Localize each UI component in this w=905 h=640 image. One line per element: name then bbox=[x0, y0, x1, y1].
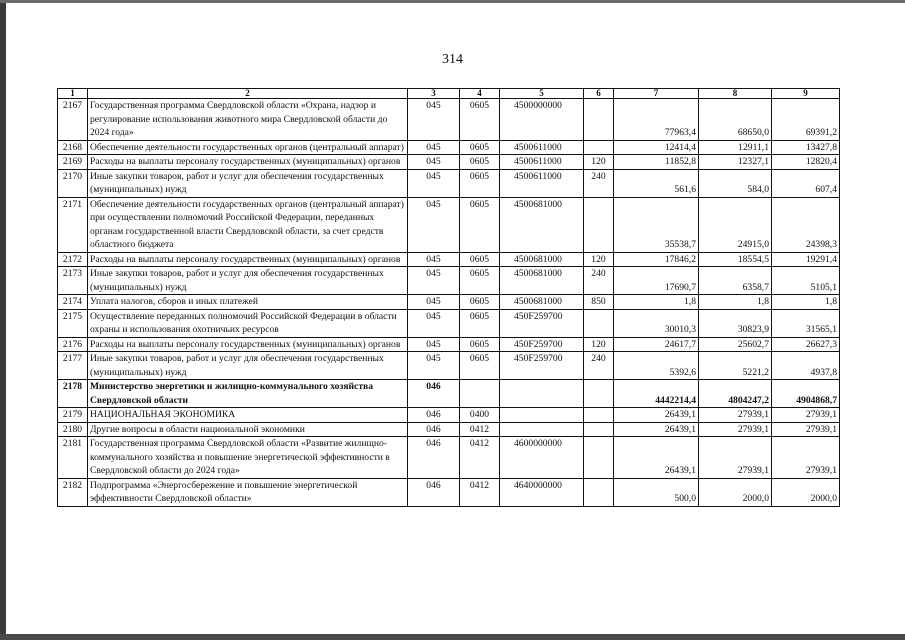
section-code: 0605 bbox=[460, 252, 500, 267]
amount-col-7: 561,6 bbox=[614, 169, 699, 197]
expense-type-code bbox=[584, 478, 614, 506]
section-code: 0605 bbox=[460, 267, 500, 295]
row-number: 2179 bbox=[58, 408, 88, 423]
amount-col-9: 12820,4 bbox=[772, 155, 840, 170]
ministry-code: 045 bbox=[408, 352, 460, 380]
section-code: 0605 bbox=[460, 337, 500, 352]
amount-col-7: 77963,4 bbox=[614, 99, 699, 141]
expense-type-code bbox=[584, 99, 614, 141]
table-row bbox=[58, 140, 840, 155]
amount-col-7: 24617,7 bbox=[614, 337, 699, 352]
ministry-code: 046 bbox=[408, 437, 460, 479]
ministry-code: 046 bbox=[408, 380, 460, 408]
amount-col-7: 500,0 bbox=[614, 478, 699, 506]
row-name: Обеспечение деятельности государственных органов (центральный аппарат) при осуществлении полномочий Российской Федерации, переданных органам государственной власти Свердловской области, за счет средств областного бюджета bbox=[88, 197, 408, 252]
ministry-code: 045 bbox=[408, 252, 460, 267]
amount-col-9: 4937,8 bbox=[772, 352, 840, 380]
target-article-code: 4500611000 bbox=[500, 155, 584, 170]
amount-col-7: 17690,7 bbox=[614, 267, 699, 295]
expense-type-code bbox=[584, 422, 614, 437]
amount-col-8: 12327,1 bbox=[699, 155, 772, 170]
amount-col-9: 69391,2 bbox=[772, 99, 840, 141]
row-name: Министерство энергетики и жилищно-коммунального хозяйства Свердловской области bbox=[88, 380, 408, 408]
amount-col-9: 2000,0 bbox=[772, 478, 840, 506]
section-code: 0412 bbox=[460, 422, 500, 437]
amount-col-7: 26439,1 bbox=[614, 408, 699, 423]
row-number: 2181 bbox=[58, 437, 88, 479]
ministry-code: 046 bbox=[408, 478, 460, 506]
target-article-code: 4500681000 bbox=[500, 197, 584, 252]
expense-type-code: 120 bbox=[584, 252, 614, 267]
amount-col-9: 5105,1 bbox=[772, 267, 840, 295]
amount-col-9: 27939,1 bbox=[772, 437, 840, 479]
row-number: 2167 bbox=[58, 99, 88, 141]
amount-col-7: 35538,7 bbox=[614, 197, 699, 252]
header-cell: 7 bbox=[614, 89, 699, 99]
ministry-code: 045 bbox=[408, 99, 460, 141]
target-article-code: 4500000000 bbox=[500, 99, 584, 141]
table-row bbox=[58, 295, 840, 310]
table-row bbox=[58, 437, 840, 479]
expense-type-code bbox=[584, 437, 614, 479]
amount-col-9: 24398,3 bbox=[772, 197, 840, 252]
table-row bbox=[58, 267, 840, 295]
section-code: 0400 bbox=[460, 408, 500, 423]
amount-col-8: 12911,1 bbox=[699, 140, 772, 155]
header-cell: 6 bbox=[584, 89, 614, 99]
ministry-code: 045 bbox=[408, 197, 460, 252]
amount-col-9: 4904868,7 bbox=[772, 380, 840, 408]
section-code: 0605 bbox=[460, 352, 500, 380]
amount-col-7: 12414,4 bbox=[614, 140, 699, 155]
row-name: Осуществление переданных полномочий Российской Федерации в области охраны и использования охотничьих ресурсов bbox=[88, 309, 408, 337]
amount-col-9: 1,8 bbox=[772, 295, 840, 310]
amount-col-7: 26439,1 bbox=[614, 437, 699, 479]
amount-col-9: 19291,4 bbox=[772, 252, 840, 267]
amount-col-7: 30010,3 bbox=[614, 309, 699, 337]
amount-col-9: 27939,1 bbox=[772, 422, 840, 437]
section-code: 0605 bbox=[460, 197, 500, 252]
target-article-code: 450F259700 bbox=[500, 352, 584, 380]
row-number: 2172 bbox=[58, 252, 88, 267]
amount-col-7: 17846,2 bbox=[614, 252, 699, 267]
header-cell: 1 bbox=[58, 89, 88, 99]
row-name: Подпрограмма «Энергосбережение и повышение энергетической эффективности Свердловской области» bbox=[88, 478, 408, 506]
expense-type-code bbox=[584, 197, 614, 252]
target-article-code: 4500681000 bbox=[500, 267, 584, 295]
target-article-code: 4500611000 bbox=[500, 140, 584, 155]
section-code: 0412 bbox=[460, 478, 500, 506]
row-name: Расходы на выплаты персоналу государственных (муниципальных) органов bbox=[88, 252, 408, 267]
expense-type-code: 120 bbox=[584, 155, 614, 170]
row-number: 2174 bbox=[58, 295, 88, 310]
row-number: 2176 bbox=[58, 337, 88, 352]
header-cell: 2 bbox=[88, 89, 408, 99]
target-article-code: 450F259700 bbox=[500, 309, 584, 337]
amount-col-9: 13427,8 bbox=[772, 140, 840, 155]
amount-col-7: 5392,6 bbox=[614, 352, 699, 380]
section-code: 0412 bbox=[460, 437, 500, 479]
table-row bbox=[58, 422, 840, 437]
target-article-code: 4500611000 bbox=[500, 169, 584, 197]
ministry-code: 046 bbox=[408, 408, 460, 423]
target-article-code: 4640000000 bbox=[500, 478, 584, 506]
table-row bbox=[58, 252, 840, 267]
amount-col-8: 27939,1 bbox=[699, 437, 772, 479]
ministry-code: 045 bbox=[408, 267, 460, 295]
target-article-code: 4500681000 bbox=[500, 295, 584, 310]
row-name: Расходы на выплаты персоналу государственных (муниципальных) органов bbox=[88, 337, 408, 352]
amount-col-7: 1,8 bbox=[614, 295, 699, 310]
expense-type-code bbox=[584, 140, 614, 155]
amount-col-9: 26627,3 bbox=[772, 337, 840, 352]
section-code: 0605 bbox=[460, 155, 500, 170]
budget-table bbox=[57, 88, 840, 507]
expense-type-code: 120 bbox=[584, 337, 614, 352]
row-name: Государственная программа Свердловской области «Охрана, надзор и регулирование использования животного мира Свердловской области до 2024 года» bbox=[88, 99, 408, 141]
header-cell: 8 bbox=[699, 89, 772, 99]
row-number: 2170 bbox=[58, 169, 88, 197]
table-row bbox=[58, 352, 840, 380]
row-number: 2175 bbox=[58, 309, 88, 337]
amount-col-8: 25602,7 bbox=[699, 337, 772, 352]
scan-border-top bbox=[0, 0, 905, 3]
row-name: Иные закупки товаров, работ и услуг для обеспечения государственных (муниципальных) нужд bbox=[88, 352, 408, 380]
amount-col-8: 5221,2 bbox=[699, 352, 772, 380]
table-header-row bbox=[58, 89, 840, 99]
target-article-code bbox=[500, 422, 584, 437]
row-number: 2173 bbox=[58, 267, 88, 295]
ministry-code: 045 bbox=[408, 337, 460, 352]
target-article-code bbox=[500, 380, 584, 408]
row-name: Обеспечение деятельности государственных органов (центральный аппарат) bbox=[88, 140, 408, 155]
table-row bbox=[58, 169, 840, 197]
amount-col-8: 68650,0 bbox=[699, 99, 772, 141]
amount-col-7: 11852,8 bbox=[614, 155, 699, 170]
ministry-code: 045 bbox=[408, 140, 460, 155]
amount-col-8: 1,8 bbox=[699, 295, 772, 310]
target-article-code: 4600000000 bbox=[500, 437, 584, 479]
row-number: 2180 bbox=[58, 422, 88, 437]
ministry-code: 046 bbox=[408, 422, 460, 437]
target-article-code bbox=[500, 408, 584, 423]
ministry-code: 045 bbox=[408, 309, 460, 337]
row-number: 2171 bbox=[58, 197, 88, 252]
header-cell: 9 bbox=[772, 89, 840, 99]
expense-type-code bbox=[584, 408, 614, 423]
section-code bbox=[460, 380, 500, 408]
expense-type-code: 240 bbox=[584, 169, 614, 197]
table-row bbox=[58, 197, 840, 252]
row-number: 2177 bbox=[58, 352, 88, 380]
table-row bbox=[58, 478, 840, 506]
expense-type-code bbox=[584, 309, 614, 337]
ministry-code: 045 bbox=[408, 155, 460, 170]
expense-type-code: 240 bbox=[584, 267, 614, 295]
amount-col-9: 607,4 bbox=[772, 169, 840, 197]
amount-col-9: 27939,1 bbox=[772, 408, 840, 423]
row-name: Государственная программа Свердловской области «Развитие жилищно-коммунального хозяйства и повышение энергетической эффективности в Свердловской области до 2024 года» bbox=[88, 437, 408, 479]
section-code: 0605 bbox=[460, 295, 500, 310]
amount-col-8: 6358,7 bbox=[699, 267, 772, 295]
amount-col-8: 27939,1 bbox=[699, 422, 772, 437]
row-name: Расходы на выплаты персоналу государственных (муниципальных) органов bbox=[88, 155, 408, 170]
amount-col-7: 26439,1 bbox=[614, 422, 699, 437]
scan-border-left bbox=[0, 0, 6, 640]
ministry-code: 045 bbox=[408, 169, 460, 197]
amount-col-8: 24915,0 bbox=[699, 197, 772, 252]
row-number: 2182 bbox=[58, 478, 88, 506]
row-number: 2168 bbox=[58, 140, 88, 155]
table-row bbox=[58, 309, 840, 337]
target-article-code: 450F259700 bbox=[500, 337, 584, 352]
expense-type-code: 240 bbox=[584, 352, 614, 380]
row-number: 2178 bbox=[58, 380, 88, 408]
table-row bbox=[58, 380, 840, 408]
expense-type-code: 850 bbox=[584, 295, 614, 310]
row-name: Иные закупки товаров, работ и услуг для обеспечения государственных (муниципальных) нужд bbox=[88, 267, 408, 295]
row-name: Уплата налогов, сборов и иных платежей bbox=[88, 295, 408, 310]
header-cell: 4 bbox=[460, 89, 500, 99]
header-cell: 3 bbox=[408, 89, 460, 99]
section-code: 0605 bbox=[460, 169, 500, 197]
expense-type-code bbox=[584, 380, 614, 408]
section-code: 0605 bbox=[460, 309, 500, 337]
row-name: Другие вопросы в области национальной экономики bbox=[88, 422, 408, 437]
row-number: 2169 bbox=[58, 155, 88, 170]
table-row bbox=[58, 155, 840, 170]
table-row bbox=[58, 408, 840, 423]
amount-col-8: 4804247,2 bbox=[699, 380, 772, 408]
scan-border-bottom bbox=[0, 634, 905, 640]
header-cell: 5 bbox=[500, 89, 584, 99]
amount-col-8: 584,0 bbox=[699, 169, 772, 197]
table-row bbox=[58, 99, 840, 141]
target-article-code: 4500681000 bbox=[500, 252, 584, 267]
row-name: Иные закупки товаров, работ и услуг для обеспечения государственных (муниципальных) нужд bbox=[88, 169, 408, 197]
amount-col-8: 27939,1 bbox=[699, 408, 772, 423]
amount-col-7: 4442214,4 bbox=[614, 380, 699, 408]
amount-col-9: 31565,1 bbox=[772, 309, 840, 337]
amount-col-8: 18554,5 bbox=[699, 252, 772, 267]
amount-col-8: 2000,0 bbox=[699, 478, 772, 506]
table-row bbox=[58, 337, 840, 352]
row-name: НАЦИОНАЛЬНАЯ ЭКОНОМИКА bbox=[88, 408, 408, 423]
page-number: 314 bbox=[442, 52, 463, 67]
ministry-code: 045 bbox=[408, 295, 460, 310]
section-code: 0605 bbox=[460, 140, 500, 155]
amount-col-8: 30823,9 bbox=[699, 309, 772, 337]
section-code: 0605 bbox=[460, 99, 500, 141]
